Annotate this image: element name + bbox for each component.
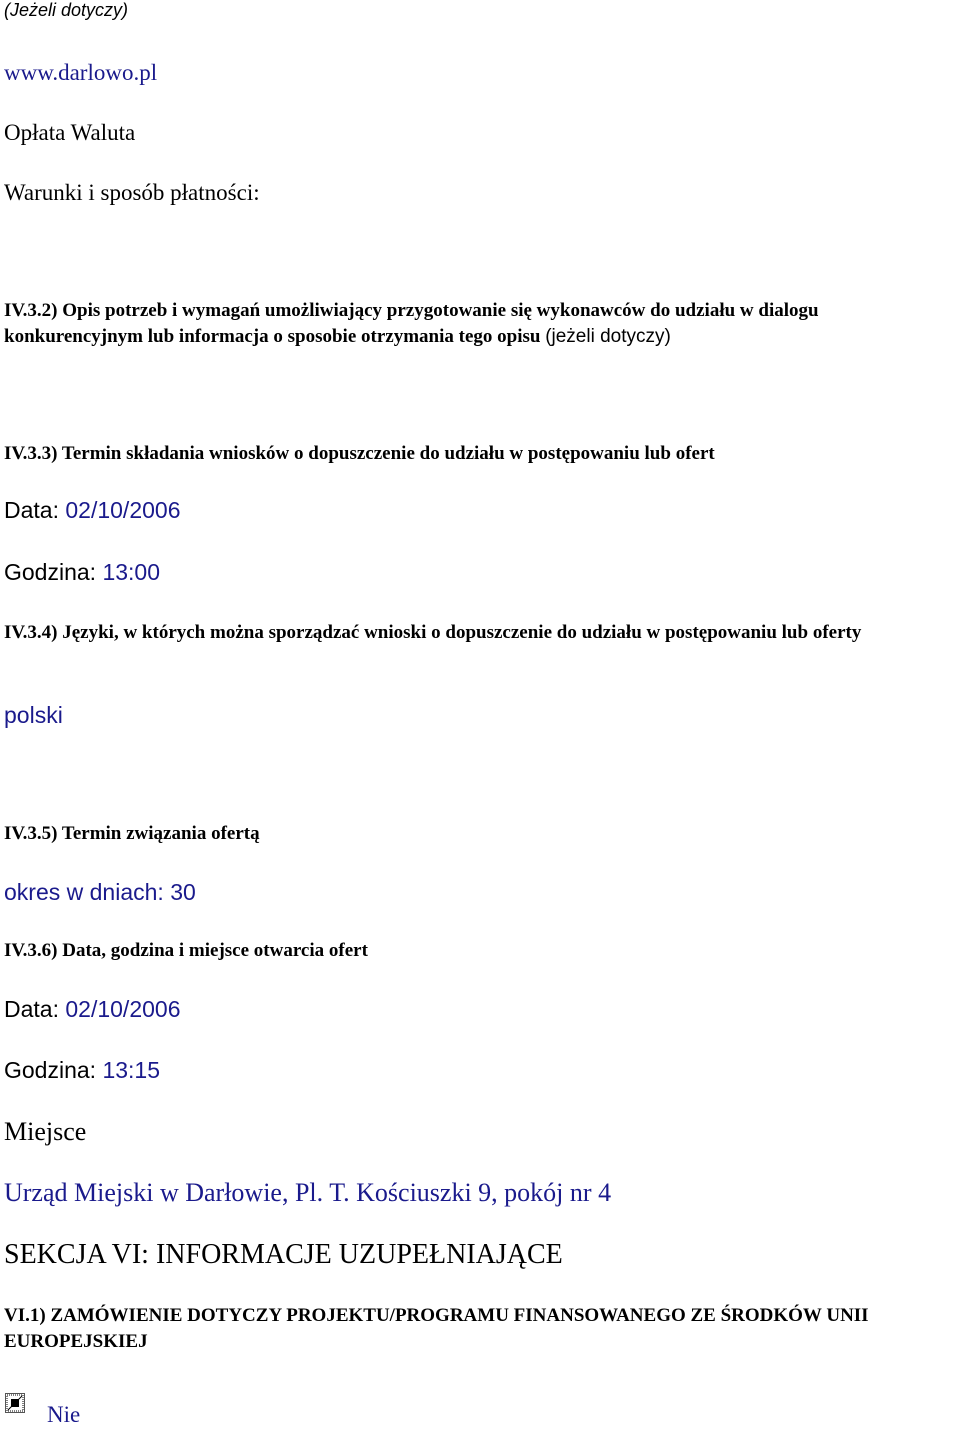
submission-time-value: 13:00 <box>102 559 161 585</box>
place-value: Urząd Miejski w Darłowie, Pl. T. Kościuszki 9, pokój nr 4 <box>4 1178 612 1207</box>
submission-date-value: 02/10/2006 <box>65 497 181 523</box>
section-vi1-heading: VI.1) ZAMÓWIENIE DOTYCZY PROJEKTU/PROGRAMU FINANSOWANEGO ZE ŚRODKÓW UNII EUROPEJSKIEJ <box>4 1305 869 1352</box>
submission-time-label: Godzina: <box>4 559 97 585</box>
language-value: polski <box>4 702 63 728</box>
section-vi-title: SEKCJA VI: INFORMACJE UZUPEŁNIAJĄCE <box>4 1239 563 1270</box>
opening-time-row <box>4 1059 160 1082</box>
opening-date-label: Data: <box>4 996 59 1022</box>
section-iv35-heading: IV.3.5) Termin związania ofertą <box>4 823 260 844</box>
section-iv34-heading: IV.3.4) Języki, w których można sporządzać wnioski o dopuszczenie do udziału w postępowaniu lub oferty <box>4 622 862 643</box>
section-iv32-heading <box>4 298 954 350</box>
checkbox-icon <box>5 1393 25 1413</box>
website-link[interactable]: www.darlowo.pl <box>4 60 158 85</box>
submission-date-row <box>4 499 181 522</box>
section-iv36-heading: IV.3.6) Data, godzina i miejsce otwarcia ofert <box>4 940 368 961</box>
place-label: Miejsce <box>4 1117 87 1146</box>
eu-funding-answer: Nie <box>47 1402 81 1427</box>
fee-currency-label: Opłata Waluta <box>4 120 136 145</box>
section-iv33-heading: IV.3.3) Termin składania wniosków o dopuszczenie do udziału w postępowaniu lub ofert <box>4 443 715 464</box>
opening-date-row <box>4 998 181 1021</box>
validity-period-value: okres w dniach: 30 <box>4 879 196 905</box>
if-applicable-note: (Jeżeli dotyczy) <box>4 0 129 20</box>
submission-date-label: Data: <box>4 497 59 523</box>
opening-date-value: 02/10/2006 <box>65 996 181 1022</box>
opening-time-label: Godzina: <box>4 1057 97 1083</box>
submission-time-row <box>4 561 160 584</box>
payment-terms-label: Warunki i sposób płatności: <box>4 180 260 205</box>
section-iv32-suffix: (jeżeli dotyczy) <box>545 326 671 347</box>
opening-time-value: 13:15 <box>102 1057 161 1083</box>
section-iv32-heading-text: IV.3.2) Opis potrzeb i wymagań umożliwiający przygotowanie się wykonawców do udziału w dialogu konkurencyjnym lub informacja o sposobie otrzymania tego opisu <box>4 300 819 347</box>
